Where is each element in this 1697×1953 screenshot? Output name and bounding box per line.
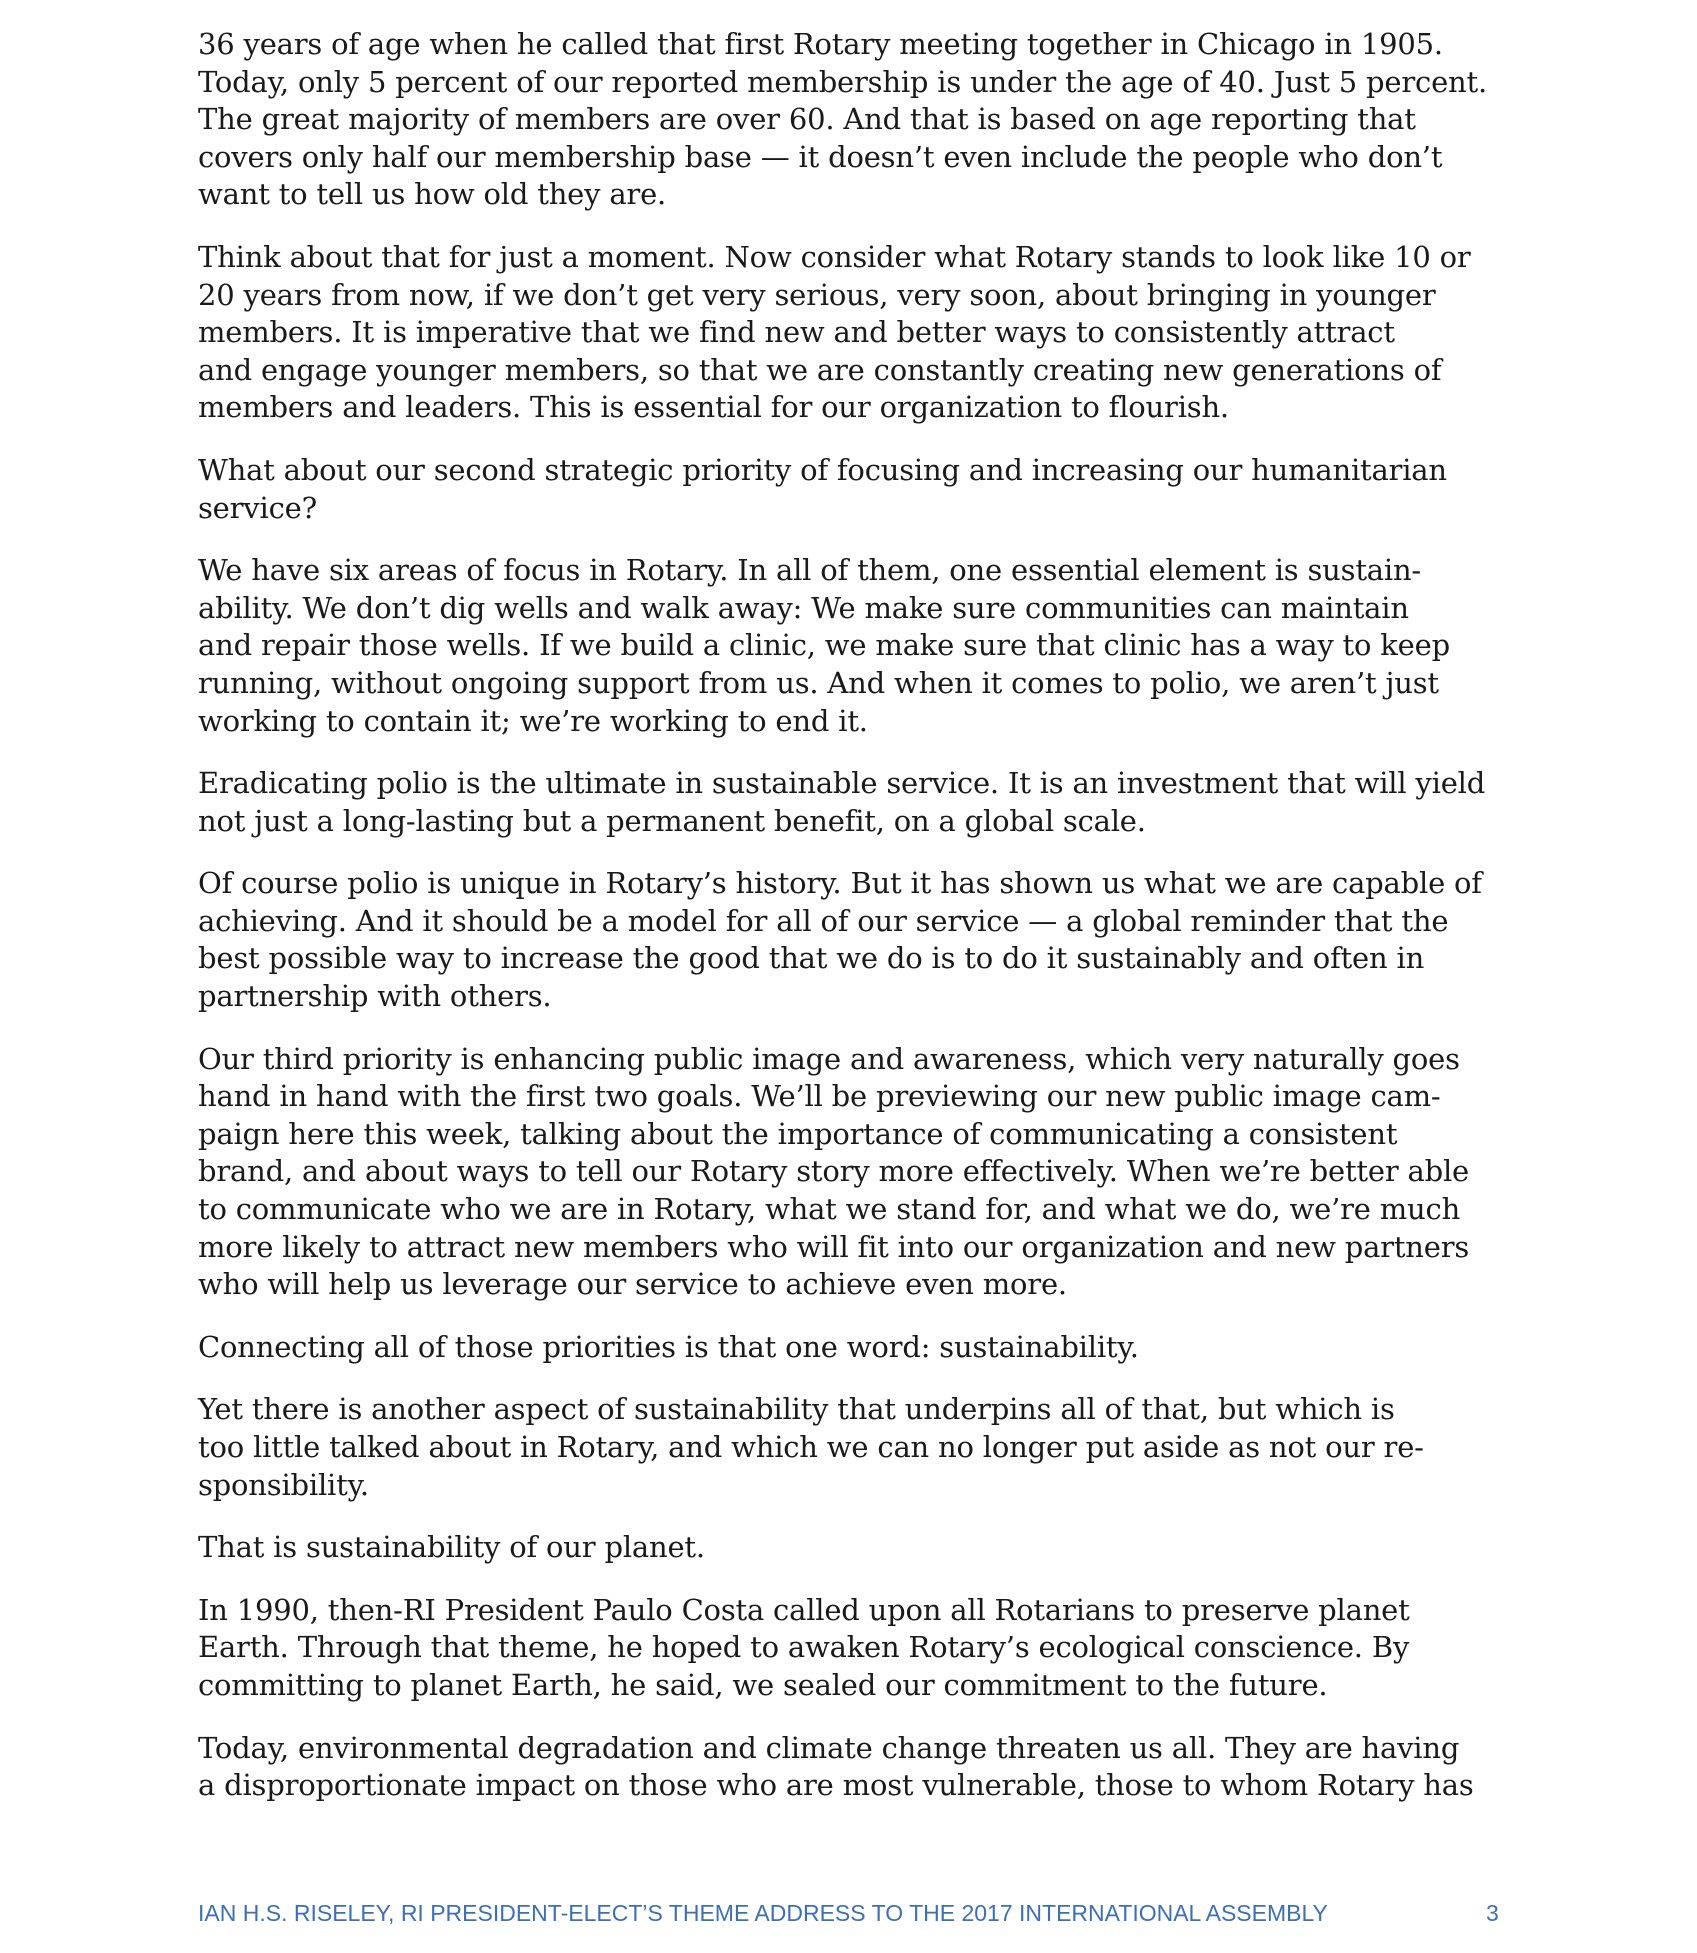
paragraph xyxy=(198,1041,1538,1304)
paragraph xyxy=(198,1391,1538,1504)
text-line: That is sustainability of our planet. xyxy=(198,1530,705,1565)
page-footer xyxy=(198,1900,1508,1927)
text-line: running, without ongoing support from us. And when it comes to polio, we aren’t just xyxy=(198,665,1439,700)
text-line: Of course polio is unique in Rotary’s history. But it has shown us what we are capable of xyxy=(198,866,1482,901)
text-line: a disproportionate impact on those who are most vulnerable, those to whom Rotary has xyxy=(198,1768,1474,1803)
text-line: Our third priority is enhancing public image and awareness, which very naturally goes xyxy=(198,1041,1460,1076)
text-line: What about our second strategic priority of focusing and increasing our humanitarian xyxy=(198,452,1447,487)
text-line: too little talked about in Rotary, and which we can no longer put aside as not our re- xyxy=(198,1430,1424,1464)
paragraph xyxy=(198,552,1538,740)
text-line: committing to planet Earth, he said, we sealed our commitment to the future. xyxy=(198,1667,1328,1702)
text-line: want to tell us how old they are. xyxy=(198,177,667,212)
text-line: ability. We don’t dig wells and walk away: We make sure communities can maintain xyxy=(198,590,1409,625)
text-line: paign here this week, talking about the importance of communicating a consistent xyxy=(198,1116,1398,1151)
text-line: Eradicating polio is the ultimate in sustainable service. It is an investment that will yield xyxy=(198,766,1486,801)
text-line: Think about that for just a moment. Now consider what Rotary stands to look like 10 or xyxy=(198,239,1471,274)
text-line: and repair those wells. If we build a clinic, we make sure that clinic has a way to keep xyxy=(198,628,1450,663)
text-line: who will help us leverage our service to achieve even more. xyxy=(198,1267,1067,1302)
text-line: Connecting all of those priorities is that one word: sustainability. xyxy=(198,1329,1139,1364)
text-line: achieving. And it should be a model for all of our service — a global reminder that the xyxy=(198,903,1449,938)
footer-title: IAN H.S. RISELEY, RI PRESIDENT-ELECT’S THEME ADDRESS TO THE 2017 INTERNATIONAL ASSEMBLY xyxy=(198,1900,1328,1926)
text-line: The great majority of members are over 60. And that is based on age reporting that xyxy=(198,102,1416,137)
paragraph xyxy=(198,1529,1538,1567)
text-line: service? xyxy=(198,490,317,525)
text-line: best possible way to increase the good that we do is to do it sustainably and often in xyxy=(198,941,1425,976)
text-line: to communicate who we are in Rotary, what we stand for, and what we do, we’re much xyxy=(198,1192,1461,1227)
text-line: not just a long-lasting but a permanent benefit, on a global scale. xyxy=(198,803,1146,838)
text-line: 36 years of age when he called that first Rotary meeting together in Chicago in 1905. xyxy=(198,27,1443,61)
paragraph xyxy=(198,1329,1538,1367)
paragraph xyxy=(198,239,1538,427)
paragraph xyxy=(198,452,1538,527)
paragraph xyxy=(198,865,1538,1015)
text-line: and engage younger members, so that we are constantly creating new generations of xyxy=(198,352,1442,387)
text-line: sponsibility. xyxy=(198,1467,369,1502)
text-line: working to contain it; we’re working to end it. xyxy=(198,703,868,738)
text-line: members and leaders. This is essential for our organization to flourish. xyxy=(198,390,1229,425)
text-line: partnership with others. xyxy=(198,979,552,1014)
text-line: Yet there is another aspect of sustainability that underpins all of that, but which is xyxy=(198,1392,1395,1427)
paragraph xyxy=(198,26,1538,214)
page-number: 3 xyxy=(1486,1900,1499,1926)
paragraph xyxy=(198,1730,1538,1805)
text-line: members. It is imperative that we find new and better ways to consistently attract xyxy=(198,315,1395,350)
paragraph xyxy=(198,765,1538,840)
text-line: In 1990, then-RI President Paulo Costa called upon all Rotarians to preserve planet xyxy=(198,1592,1410,1627)
paragraph xyxy=(198,1592,1538,1705)
text-line: more likely to attract new members who will fit into our organization and new partners xyxy=(198,1229,1470,1264)
text-line: covers only half our membership base — it doesn’t even include the people who don’t xyxy=(198,139,1443,174)
text-line: Today, only 5 percent of our reported membership is under the age of 40. Just 5 percent. xyxy=(198,64,1488,99)
text-line: brand, and about ways to tell our Rotary story more effectively. When we’re better able xyxy=(198,1154,1470,1189)
text-line: Earth. Through that theme, he hoped to awaken Rotary’s ecological conscience. By xyxy=(198,1630,1410,1665)
text-line: 20 years from now, if we don’t get very serious, very soon, about bringing in younger xyxy=(198,277,1436,312)
body-text xyxy=(198,26,1538,1830)
text-line: We have six areas of focus in Rotary. In all of them, one essential element is sustain- xyxy=(198,553,1422,588)
text-line: Today, environmental degradation and climate change threaten us all. They are having xyxy=(198,1730,1460,1765)
text-line: hand in hand with the first two goals. We’ll be previewing our new public image cam- xyxy=(198,1079,1441,1114)
